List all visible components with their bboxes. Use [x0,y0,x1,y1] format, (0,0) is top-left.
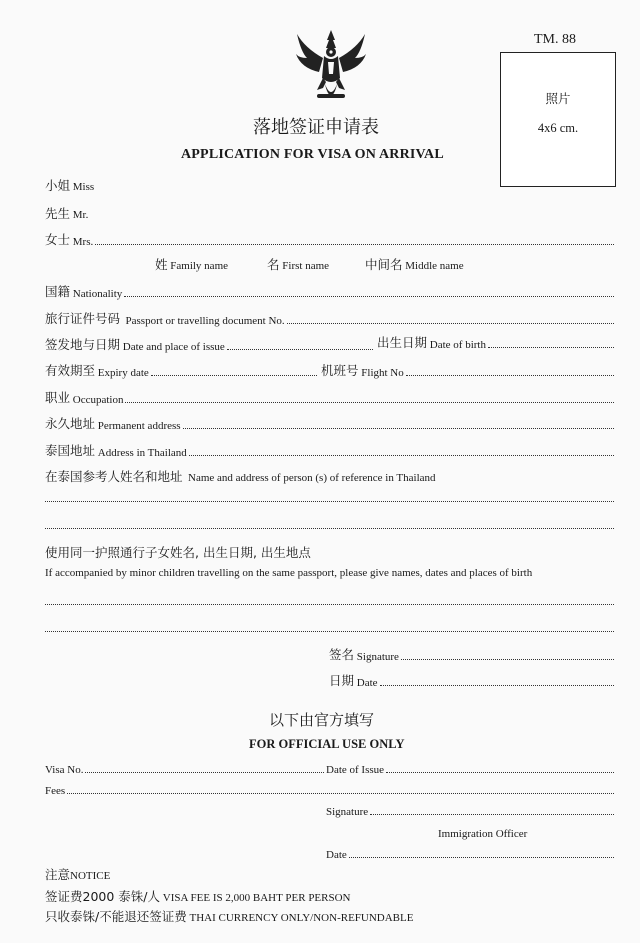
thai-address-en: Address in Thailand [97,447,187,459]
thailand-address-field[interactable] [45,441,614,459]
children-line-2[interactable] [45,631,614,632]
date-of-issue-label: Date of Issue [326,764,385,776]
dob-en: Date of birth [429,339,486,351]
first-en: First name [282,260,330,272]
official-date-field[interactable] [326,849,614,861]
issue-field[interactable] [45,335,373,353]
mr-en: Mr. [72,209,89,221]
flight-field[interactable] [321,361,614,379]
name-line [95,244,614,245]
mrs-en: Mrs. [72,236,94,248]
miss-zh: 小姐 [45,178,71,193]
middle-name-label [365,255,464,273]
occupation-en: Occupation [72,394,124,406]
reference-en: Name and address of person (s) of reference in Thailand [188,472,436,484]
expiry-en: Expiry date [97,367,149,379]
notice-zh: 注意 [45,867,71,882]
photo-size: 4x6 cm. [537,121,579,135]
issue-zh: 签发地与日期 [45,337,121,352]
passport-en: Passport or travelling document No. [125,315,285,327]
expiry-zh: 有效期至 [45,363,96,378]
date-en: Date [356,677,378,689]
passport-line [287,323,614,324]
occupation-line [125,402,614,403]
dob-line [488,347,614,348]
notice-line1-zh: 签证费2000 泰铢/人 [45,889,160,904]
reference-label [45,467,436,485]
children-line-1[interactable] [45,604,614,605]
official-signature-line [370,814,614,815]
visa-no-field[interactable] [45,764,324,776]
issue-en: Date and place of issue [122,341,225,353]
notice-line-2 [45,907,413,925]
thai-address-line [189,455,614,456]
fees-label: Fees [45,785,66,797]
permanent-en: Permanent address [97,420,181,432]
flight-en: Flight No [361,367,404,379]
date-zh: 日期 [329,673,355,688]
immigration-officer-label: Immigration Officer [438,828,528,840]
signature-line [401,659,614,660]
reference-zh: 在泰国参考人姓名和地址 [45,469,183,484]
official-date-line [349,857,614,858]
nationality-line [124,296,614,297]
date-line [380,685,614,686]
title-chinese: 落地签证申请表 [253,117,379,138]
flight-line [406,375,614,376]
photo-box[interactable] [500,52,616,187]
garuda-emblem-icon [293,28,369,102]
notice-line1-en: VISA FEE IS 2,000 BAHT PER PERSON [162,892,351,904]
children-label-zh: 使用同一护照通行子女姓名, 出生日期, 出生地点 [45,545,311,560]
official-title-zh: 以下由官方填写 [269,711,375,729]
notice-en: NOTICE [70,870,111,882]
reference-line-2[interactable] [45,528,614,529]
family-en: Family name [170,260,229,272]
mr-zh: 先生 [45,206,71,221]
name-field[interactable] [45,230,614,248]
notice-line-1 [45,887,351,905]
signature-en: Signature [356,651,399,663]
first-zh: 名 [267,257,280,272]
nationality-en: Nationality [72,288,123,300]
title-mr[interactable] [45,204,88,222]
passport-field[interactable] [45,309,614,327]
title-english: APPLICATION FOR VISA ON ARRIVAL [181,147,444,162]
occupation-field[interactable] [45,388,614,406]
passport-zh: 旅行证件号码 [45,311,121,326]
dob-field[interactable] [377,333,614,351]
fees-field[interactable] [45,785,614,797]
dob-zh: 出生日期 [377,335,428,350]
middle-en: Middle name [405,260,464,272]
visa-no-label: Visa No. [45,764,84,776]
notice-line2-zh: 只收泰铢/不能退还签证费 [45,909,187,924]
first-name-label [267,255,329,273]
date-of-issue-field[interactable] [326,764,614,776]
reference-line-1[interactable] [45,501,614,502]
official-signature-field[interactable] [326,806,614,818]
thai-address-zh: 泰国地址 [45,443,96,458]
signature-zh: 签名 [329,647,355,662]
notice-line2-en: THAI CURRENCY ONLY/NON-REFUNDABLE [189,912,414,924]
notice-title [45,865,110,883]
form-code: TM. 88 [534,32,576,47]
flight-zh: 机班号 [321,363,359,378]
permanent-address-field[interactable] [45,414,614,432]
expiry-line [151,375,317,376]
permanent-line [183,428,614,429]
issue-line [227,349,373,350]
mrs-zh: 女士 [45,232,71,247]
nationality-field[interactable] [45,282,614,300]
expiry-field[interactable] [45,361,317,379]
fees-line [67,793,614,794]
children-label-en: If accompanied by minor children travelling on the same passport, please give names, dates and places of birth [45,567,533,579]
visa-no-line [85,772,324,773]
date-of-issue-line [386,772,614,773]
middle-zh: 中间名 [365,257,403,272]
title-miss[interactable] [45,176,94,194]
miss-en: Miss [72,181,95,193]
permanent-zh: 永久地址 [45,416,96,431]
nationality-zh: 国籍 [45,284,71,299]
photo-label: 照片 [545,91,571,106]
occupation-zh: 职业 [45,390,71,405]
family-name-label [155,255,228,273]
official-date-label: Date [326,849,347,861]
applicant-signature-field[interactable] [329,645,614,663]
official-signature-label: Signature [326,806,369,818]
applicant-date-field[interactable] [329,671,614,689]
official-title-en: FOR OFFICIAL USE ONLY [249,737,405,751]
family-zh: 姓 [155,257,168,272]
